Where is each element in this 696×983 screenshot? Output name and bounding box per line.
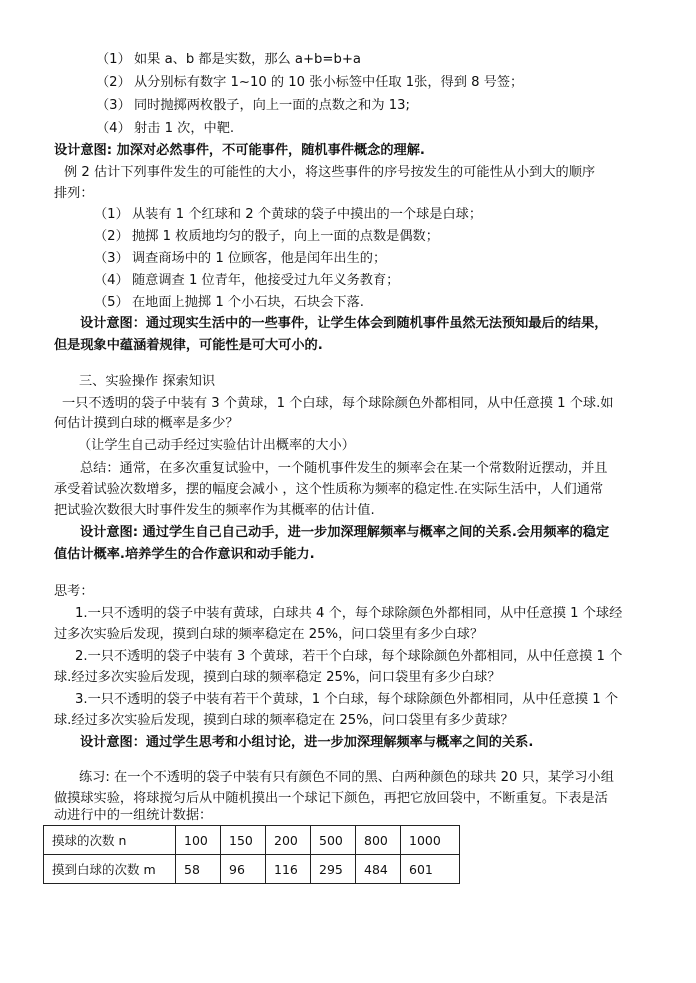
design-intent-1: 设计意图: 加深对必然事件，不可能事件，随机事件概念的理解. bbox=[54, 143, 425, 158]
summary-line-2: 承受着试验次数增多，摆的幅度会减小 ，这个性质称为频率的稳定性.在实际生活中，人们通常 bbox=[54, 482, 604, 497]
summary-line-1: 总结：通常，在多次重复试验中，一个随机事件发生的频率会在某一个常数附近摆动，并且 bbox=[80, 461, 608, 476]
practice-line-1: 练习: 在一个不透明的袋子中装有只有颜色不同的黑、白两种颜色的球共 20 只，某学习小组 bbox=[79, 770, 614, 785]
list2-item-3: （3） 调查商场中的 1 位顾客，他是闰年出生的； bbox=[94, 251, 387, 266]
table-cell: 200 bbox=[266, 826, 311, 855]
thinking-q3-line-1: 3.一只不透明的袋子中装有若干个黄球，1 个白球，每个球除颜色外都相同，从中任意摸 1 个 bbox=[75, 692, 619, 707]
section-3-intent-line-2: 值估计概率.培养学生的合作意识和动手能力. bbox=[54, 547, 315, 562]
table-header-cell: 摸球的次数 n bbox=[44, 826, 176, 855]
thinking-q1-line-1: 1.一只不透明的袋子中装有黄球，白球共 4 个，每个球除颜色外都相同，从中任意摸 1 个球经 bbox=[75, 606, 623, 621]
table-row bbox=[44, 855, 460, 884]
table-row bbox=[44, 826, 460, 855]
table-cell: 295 bbox=[311, 855, 356, 884]
design-intent-2-line-1: 设计意图：通过现实生活中的一些事件，让学生体会到随机事件虽然无法预知最后的结果， bbox=[80, 316, 608, 331]
thinking-q3-line-2: 球.经过多次实验后发现，摸到白球的频率稳定在 25%，问口袋里有多少黄球？ bbox=[54, 713, 514, 728]
table-cell: 1000 bbox=[401, 826, 460, 855]
section-3-intent-line-1: 设计意图: 通过学生自己自己动手，进一步加深理解频率与概率之间的关系.会用频率的稳定 bbox=[80, 525, 610, 540]
practice-line-2: 做摸球实验，将球搅匀后从中随机摸出一个球记下颜色，再把它放回袋中，不断重复。下表是活 bbox=[54, 791, 608, 806]
section-3-question-line-1: 一只不透明的袋子中装有 3 个黄球，1 个白球，每个球除颜色外都相同，从中任意摸 1 个球.如 bbox=[62, 396, 614, 411]
list2-item-2: （2） 抛掷 1 枚质地均匀的骰子，向上一面的点数是偶数； bbox=[94, 229, 439, 244]
table-cell: 96 bbox=[221, 855, 266, 884]
list2-item-4: （4） 随意调查 1 位青年，他接受过九年义务教育； bbox=[94, 273, 400, 288]
thinking-q1-line-2: 过多次实验后发现，摸到白球的频率稳定在 25%，问口袋里有多少白球？ bbox=[54, 627, 484, 642]
list2-item-5: （5） 在地面上抛掷 1 个小石块，石块会下落. bbox=[94, 295, 364, 310]
table-cell: 601 bbox=[401, 855, 460, 884]
thinking-intent: 设计意图：通过学生思考和小组讨论，进一步加深理解频率与概率之间的关系. bbox=[80, 735, 534, 750]
table-cell: 116 bbox=[266, 855, 311, 884]
example2-line-1: 例 2 估计下列事件发生的可能性的大小，将这些事件的序号按发生的可能性从小到大的顺序 bbox=[64, 165, 596, 180]
table-header-cell: 摸到白球的次数 m bbox=[44, 855, 176, 884]
table-cell: 500 bbox=[311, 826, 356, 855]
design-intent-2-line-2: 但是现象中蕴涵着规律，可能性是可大可小的. bbox=[54, 338, 323, 353]
list1-item-3: （3） 同时抛掷两枚骰子，向上一面的点数之和为 13; bbox=[96, 98, 410, 113]
thinking-q2-line-1: 2.一只不透明的袋子中装有 3 个黄球，若干个白球，每个球除颜色外都相同，从中任意摸 1 个 bbox=[75, 649, 623, 664]
section-3-question-line-2: 何估计摸到白球的概率是多少？ bbox=[54, 416, 239, 431]
thinking-title: 思考： bbox=[54, 584, 94, 599]
list2-item-1: （1） 从装有 1 个红球和 2 个黄球的袋子中摸出的一个球是白球； bbox=[94, 207, 483, 222]
summary-line-3: 把试验次数很大时事件发生的频率作为其概率的估计值. bbox=[54, 503, 375, 518]
table-cell: 58 bbox=[176, 855, 221, 884]
practice-line-3: 动进行中的一组统计数据： bbox=[54, 808, 213, 823]
section-3-note: （让学生自己动手经过实验估计出概率的大小） bbox=[78, 438, 355, 453]
section-3-title: 三、实验操作 探索知识 bbox=[79, 374, 216, 389]
example2-line-2: 排列： bbox=[54, 186, 94, 201]
table-cell: 150 bbox=[221, 826, 266, 855]
table-cell: 484 bbox=[356, 855, 401, 884]
table-cell: 800 bbox=[356, 826, 401, 855]
stats-table bbox=[43, 825, 460, 884]
list1-item-2: （2） 从分别标有数字 1~10 的 10 张小标签中任取 1张，得到 8 号签； bbox=[96, 75, 524, 90]
list1-item-1: （1） 如果 a、b 都是实数，那么 a+b=b+a bbox=[96, 52, 361, 67]
table-cell: 100 bbox=[176, 826, 221, 855]
list1-item-4: （4） 射击 1 次，中靶. bbox=[96, 121, 235, 136]
thinking-q2-line-2: 球.经过多次实验后发现，摸到白球的频率稳定 25%，问口袋里有多少白球？ bbox=[54, 670, 501, 685]
